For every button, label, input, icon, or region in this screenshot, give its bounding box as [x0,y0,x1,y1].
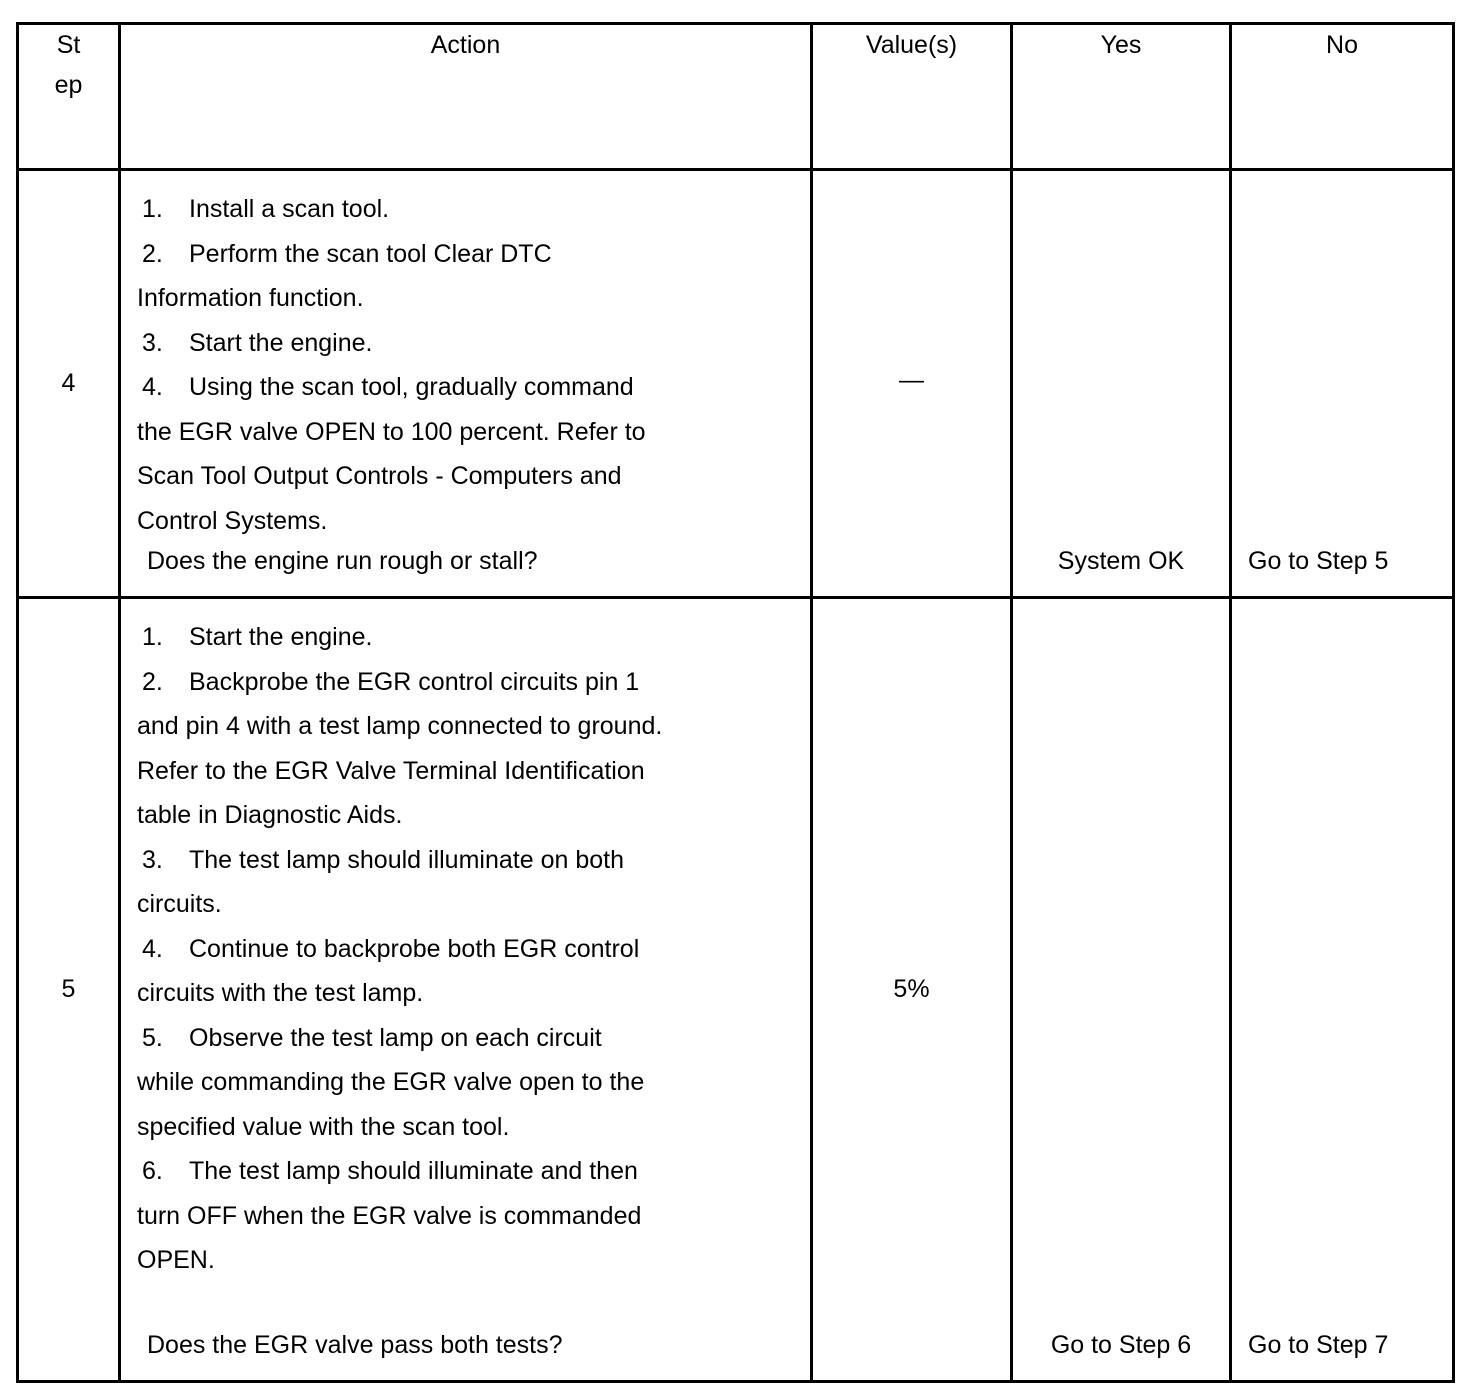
action-step-continuation: Refer to the EGR Valve Terminal Identification [137,756,645,785]
action-step-continuation: Control Systems. [137,506,328,535]
header-yes: Yes [1012,24,1231,170]
no-cell [1231,598,1454,1382]
action-list [137,615,800,1283]
value-cell [812,598,1012,1382]
action-cell [120,170,812,598]
action-step-number: 3. [142,328,163,357]
action-step [137,187,800,232]
action-step-text: Backprobe the EGR control circuits pin 1 [189,667,640,696]
diagnostic-table [16,22,1455,1383]
value-text: 5% [893,975,930,1003]
action-step-text: Start the engine. [189,623,373,651]
header-step-line2: ep [54,71,83,99]
action-step-number: 5. [142,1023,163,1052]
action-step [137,321,800,366]
action-step-continuation: and pin 4 with a test lamp connected to ground. [137,712,663,740]
action-list [137,187,800,543]
action-question: Does the EGR valve pass both tests? [147,1331,563,1359]
action-step-continuation: OPEN. [137,1246,215,1274]
action-step-continuation: table in Diagnostic Aids. [137,801,403,829]
action-step-continuation: the EGR valve OPEN to 100 percent. Refer to [137,417,646,446]
header-step-line1: St [56,31,81,59]
action-step-text: Observe the test lamp on each circuit [189,1023,602,1052]
action-step-number: 2. [142,239,163,268]
action-step [137,1016,800,1061]
action-step-number: 1. [142,195,163,223]
action-step [137,660,800,705]
yes-cell [1012,170,1231,598]
header-no: No [1231,24,1454,170]
table-row [18,598,1454,1382]
header-values: Value(s) [812,24,1012,170]
action-step-number: 3. [142,845,163,874]
action-step-continuation: turn OFF when the EGR valve is commanded [137,1201,642,1230]
action-step-number: 2. [142,667,163,696]
action-step-continuation: Information function. [137,284,364,312]
action-step-continuation: specified value with the scan tool. [137,1112,510,1141]
action-step [137,1149,800,1194]
no-outcome: Go to Step 5 [1248,547,1389,575]
action-step-text: The test lamp should illuminate and then [189,1157,638,1185]
action-step [137,232,800,277]
action-question: Does the engine run rough or stall? [147,547,538,575]
table-row [18,170,1454,598]
action-step-number: 4. [142,934,163,963]
action-step-text: Using the scan tool, gradually command [189,373,634,401]
no-outcome: Go to Step 7 [1248,1331,1389,1359]
step-number: 5 [18,598,120,1382]
action-step-text: Install a scan tool. [189,195,390,223]
header-action: Action [120,24,812,170]
action-step-text: Perform the scan tool Clear DTC [189,239,552,268]
action-cell [120,598,812,1382]
action-step-number: 6. [142,1157,163,1185]
value-text: — [899,366,924,394]
action-step-continuation: circuits. [137,890,222,918]
action-step-continuation: circuits with the test lamp. [137,979,424,1007]
yes-outcome: Go to Step 6 [1050,1331,1192,1359]
yes-outcome: System OK [1057,547,1185,575]
action-step-number: 1. [142,623,163,651]
action-step [137,615,800,660]
action-step [137,838,800,883]
header-step [18,24,120,170]
action-step-text: The test lamp should illuminate on both [189,845,624,874]
action-step-text: Start the engine. [189,328,373,357]
action-step-continuation: Scan Tool Output Controls - Computers and [137,462,622,490]
table-header-row [18,24,1454,170]
action-step-number: 4. [142,373,163,401]
yes-cell [1012,598,1231,1382]
value-cell [812,170,1012,598]
action-step [137,365,800,410]
no-cell [1231,170,1454,598]
action-step-continuation: while commanding the EGR valve open to the [137,1068,645,1096]
action-step [137,927,800,972]
step-number: 4 [18,170,120,598]
action-step-text: Continue to backprobe both EGR control [189,934,640,963]
